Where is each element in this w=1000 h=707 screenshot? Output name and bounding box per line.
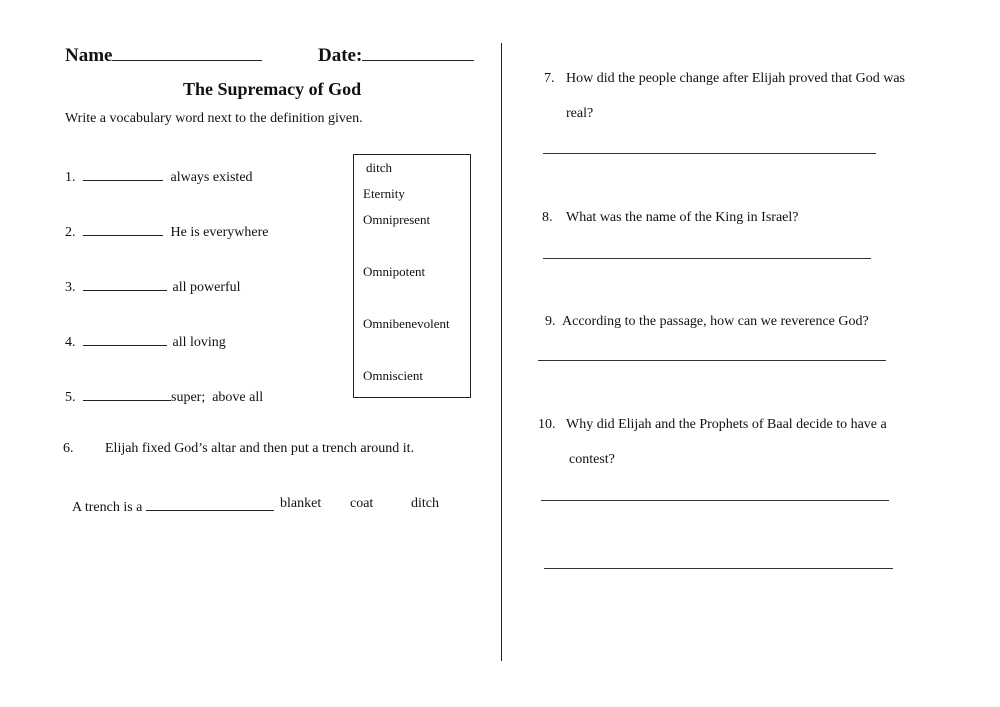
answer-blank-3[interactable] [83, 276, 167, 291]
answer-line-8[interactable] [543, 258, 871, 259]
name-blank[interactable] [112, 46, 262, 61]
name-label: Name [65, 45, 113, 66]
question-7-text: How did the people change after Elijah proved that God was [566, 71, 906, 86]
answer-line-10a[interactable] [541, 500, 889, 501]
column-divider [501, 43, 502, 661]
question-6-prompt [72, 496, 274, 516]
page-title: The Supremacy of God [183, 79, 362, 99]
definition-item-4 [65, 331, 226, 351]
answer-blank-2[interactable] [83, 221, 163, 236]
word-bank-item: ditch [366, 160, 392, 175]
word-bank-item: Omnipresent [363, 212, 431, 227]
question-8-text: What was the name of the King in Israel? [566, 210, 799, 225]
definition-item-2 [65, 221, 268, 241]
answer-line-9[interactable] [538, 360, 886, 361]
choice-coat[interactable]: coat [350, 496, 374, 511]
question-10-number: 10. [538, 417, 556, 432]
definition-number: 5. [65, 390, 76, 405]
word-bank-item: Eternity [363, 186, 405, 201]
definition-item-3 [65, 276, 241, 296]
trench-prompt: A trench is a [72, 500, 143, 515]
definition-text: always existed [170, 170, 253, 185]
question-8-number: 8. [542, 210, 553, 225]
answer-line-10b[interactable] [544, 568, 893, 569]
question-7-text-cont: real? [566, 106, 594, 121]
question-6-number: 6. [63, 441, 74, 456]
definition-item-5 [65, 386, 263, 406]
question-9-text: According to the passage, how can we reverence God? [562, 314, 869, 329]
answer-line-7[interactable] [543, 153, 876, 154]
question-7-number: 7. [544, 71, 555, 86]
instructions: Write a vocabulary word next to the definition given. [65, 111, 363, 126]
answer-blank-5[interactable] [83, 386, 171, 401]
name-field[interactable] [65, 45, 262, 67]
word-bank-item: Omnipotent [363, 264, 426, 279]
trench-blank[interactable] [146, 496, 274, 511]
word-bank-item: Omniscient [363, 368, 423, 383]
definition-number: 3. [65, 280, 76, 295]
word-bank-item: Omnibenevolent [363, 316, 450, 331]
answer-blank-1[interactable] [83, 166, 163, 181]
choice-ditch[interactable]: ditch [411, 496, 439, 511]
answer-blank-4[interactable] [83, 331, 167, 346]
definition-number: 4. [65, 335, 76, 350]
definition-item-1 [65, 166, 253, 186]
choice-blanket[interactable]: blanket [280, 496, 322, 511]
question-6-text: Elijah fixed God’s altar and then put a trench around it. [105, 441, 415, 456]
definition-text: super; above all [171, 390, 264, 405]
question-10-text-cont: contest? [569, 452, 615, 467]
question-9-number: 9. [545, 314, 556, 329]
question-10-text: Why did Elijah and the Prophets of Baal decide to have a [566, 417, 887, 432]
definition-text: He is everywhere [170, 225, 269, 240]
date-blank[interactable] [362, 46, 474, 61]
date-field[interactable] [318, 45, 474, 67]
definition-text: all powerful [172, 280, 241, 295]
date-label: Date: [318, 45, 363, 66]
definition-number: 2. [65, 225, 76, 240]
definition-text: all loving [172, 335, 226, 350]
definition-number: 1. [65, 170, 76, 185]
